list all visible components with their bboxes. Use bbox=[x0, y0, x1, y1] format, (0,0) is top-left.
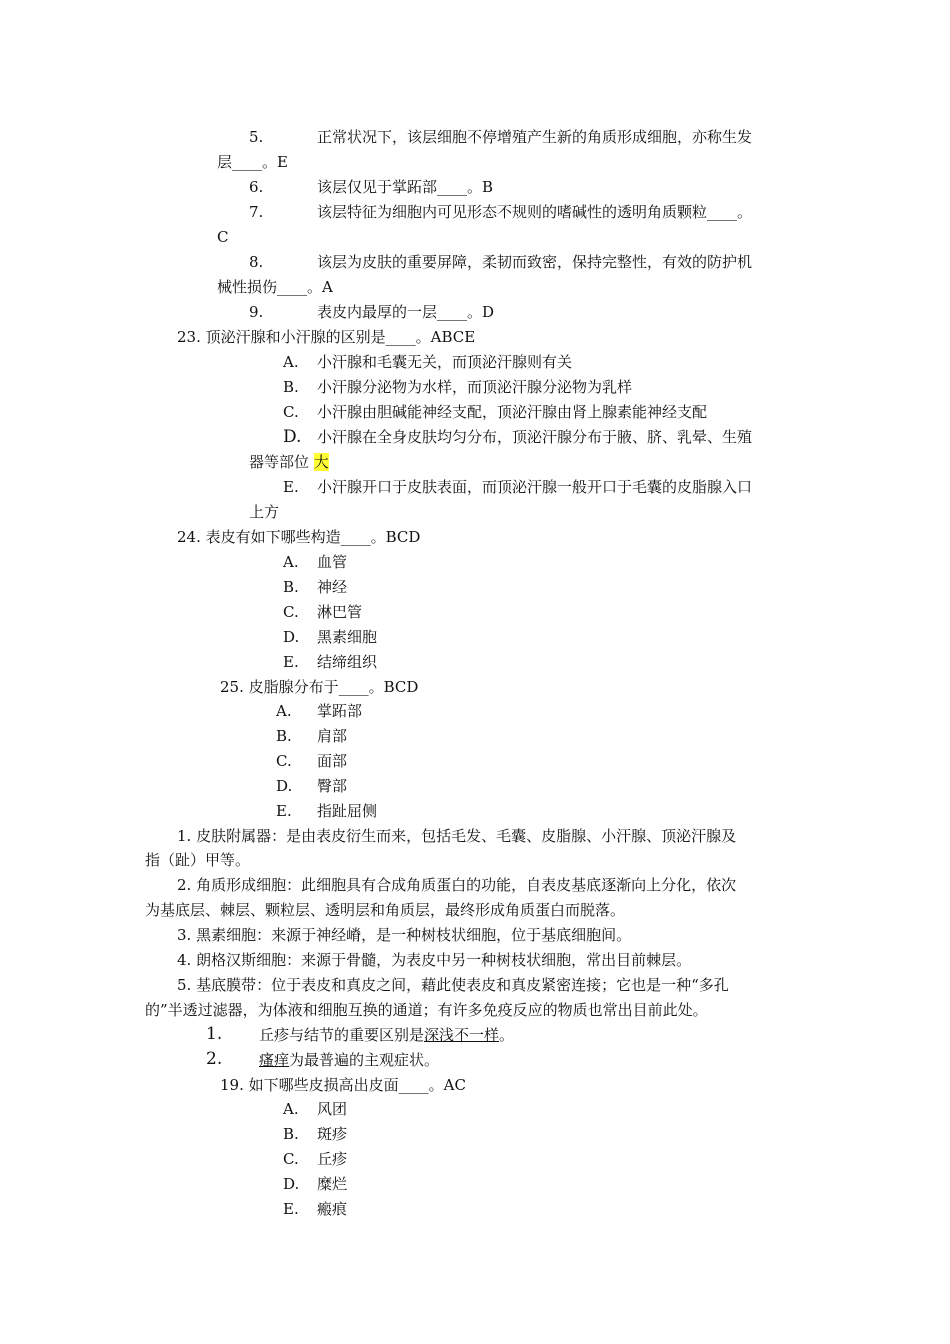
option-text: 小汗腺由胆碱能神经支配，顶泌汗腺由肾上腺素能神经支配 bbox=[317, 403, 708, 421]
option-letter: E. bbox=[283, 1200, 299, 1218]
item-text: 该层仅见于掌跖部____。B bbox=[317, 178, 494, 196]
option-letter: E. bbox=[276, 802, 292, 820]
item-text: 该层特征为细胞内可见形态不规则的嗜碱性的透明角质颗粒____。 bbox=[317, 203, 753, 221]
option-text: 丘疹 bbox=[317, 1150, 348, 1168]
option-letter: B. bbox=[283, 578, 299, 596]
item-number: 6. bbox=[249, 178, 264, 196]
option-text: 臀部 bbox=[317, 777, 348, 795]
item-text-cont: 层____。E bbox=[217, 153, 288, 171]
option-text: 瘢痕 bbox=[317, 1200, 348, 1218]
option-text: 风团 bbox=[317, 1100, 348, 1118]
option-letter: D. bbox=[283, 427, 302, 447]
option-text: 掌跖部 bbox=[317, 702, 363, 720]
option-text: 小汗腺分泌物为水样，而顶泌汗腺分泌物为乳样 bbox=[317, 378, 633, 396]
option-text: 斑疹 bbox=[317, 1125, 348, 1143]
option-letter: E. bbox=[283, 653, 299, 671]
option-text: 神经 bbox=[317, 578, 348, 596]
definition-line: 2. 角质形成细胞：此细胞具有合成角质蛋白的功能，自表皮基底逐渐向上分化，依次 bbox=[177, 876, 737, 894]
option-text: 黑素细胞 bbox=[317, 628, 378, 646]
option-text-cont-label: 器等部位 bbox=[249, 453, 310, 471]
option-text: 血管 bbox=[317, 553, 348, 571]
option-text-cont bbox=[249, 452, 329, 472]
option-letter: A. bbox=[283, 553, 299, 571]
blank-pre: 丘疹与结节的重要区别是 bbox=[259, 1026, 425, 1044]
option-text: 结缔组织 bbox=[317, 653, 378, 671]
definition-line-cont: 指（趾）甲等。 bbox=[145, 851, 251, 869]
question-stem: 19. 如下哪些皮损高出皮面____。AC bbox=[220, 1076, 466, 1094]
option-letter: D. bbox=[283, 628, 300, 646]
option-letter: B. bbox=[283, 378, 299, 396]
blank-answer: 深浅不一样 bbox=[424, 1026, 500, 1044]
item-text: 正常状况下，该层细胞不停增殖产生新的角质形成细胞，亦称生发 bbox=[317, 128, 753, 146]
option-letter: B. bbox=[283, 1125, 299, 1143]
option-letter: D. bbox=[276, 777, 293, 795]
option-text: 淋巴管 bbox=[317, 603, 363, 621]
option-letter: C. bbox=[283, 603, 299, 621]
blank-number: 2. bbox=[206, 1049, 223, 1069]
definition-line: 3. 黑素细胞：来源于神经嵴，是一种树枝状细胞，位于基底细胞间。 bbox=[177, 926, 632, 944]
option-letter: C. bbox=[283, 403, 299, 421]
option-text-cont: 上方 bbox=[249, 503, 280, 521]
option-text: 小汗腺开口于皮肤表面，而顶泌汗腺一般开口于毛囊的皮脂腺入口 bbox=[317, 478, 753, 496]
item-number: 5. bbox=[249, 128, 264, 146]
option-letter: D. bbox=[283, 1175, 300, 1193]
blank-number: 1. bbox=[206, 1024, 223, 1044]
definition-line: 1. 皮肤附属器：是由表皮衍生而来，包括毛发、毛囊、皮脂腺、小汗腺、顶泌汗腺及 bbox=[177, 827, 737, 845]
blank-post: 。 bbox=[499, 1026, 515, 1044]
item-text-cont: 械性损伤____。A bbox=[217, 278, 333, 296]
option-text: 指趾屈侧 bbox=[317, 802, 378, 820]
definition-line: 5. 基底膜带：位于表皮和真皮之间，藉此使表皮和真皮紧密连接；它也是一种“多孔 bbox=[177, 976, 729, 994]
item-number: 9. bbox=[249, 303, 264, 321]
definition-line-cont: 为基底层、棘层、颗粒层、透明层和角质层，最终形成角质蛋白而脱落。 bbox=[145, 901, 626, 919]
option-letter: A. bbox=[283, 1100, 299, 1118]
blank-sentence bbox=[259, 1050, 439, 1070]
option-text: 肩部 bbox=[317, 727, 348, 745]
item-text: 该层为皮肤的重要屏障，柔韧而致密，保持完整性，有效的防护机 bbox=[317, 253, 753, 271]
highlighted-text: 大 bbox=[313, 453, 329, 471]
item-number: 8. bbox=[249, 253, 264, 271]
option-letter: B. bbox=[276, 727, 292, 745]
option-letter: A. bbox=[276, 702, 292, 720]
option-text: 糜烂 bbox=[317, 1175, 348, 1193]
question-stem: 23. 顶泌汗腺和小汗腺的区别是____。ABCE bbox=[177, 328, 476, 346]
question-stem: 24. 表皮有如下哪些构造____。BCD bbox=[177, 528, 421, 546]
item-number: 7. bbox=[249, 203, 264, 221]
option-letter: C. bbox=[283, 1150, 299, 1168]
definition-line-cont: 的”半透过滤器，为体液和细胞互换的通道；有许多免疫反应的物质也常出目前此处。 bbox=[145, 1001, 708, 1019]
blank-answer: 瘙痒 bbox=[259, 1051, 290, 1069]
option-letter: A. bbox=[283, 353, 299, 371]
blank-post: 为最普遍的主观症状。 bbox=[289, 1051, 440, 1069]
question-stem: 25. 皮脂腺分布于____。BCD bbox=[220, 678, 419, 696]
blank-sentence bbox=[259, 1025, 514, 1045]
item-text-cont: C bbox=[217, 228, 229, 246]
item-text: 表皮内最厚的一层____。D bbox=[317, 303, 495, 321]
option-text: 面部 bbox=[317, 752, 348, 770]
option-letter: C. bbox=[276, 752, 292, 770]
definition-line: 4. 朗格汉斯细胞：来源于骨髓，为表皮中另一种树枝状细胞，常出目前棘层。 bbox=[177, 951, 692, 969]
option-letter: E. bbox=[283, 478, 299, 496]
option-text: 小汗腺和毛囊无关，而顶泌汗腺则有关 bbox=[317, 353, 573, 371]
option-text: 小汗腺在全身皮肤均匀分布，顶泌汗腺分布于腋、脐、乳晕、生殖 bbox=[317, 428, 753, 446]
